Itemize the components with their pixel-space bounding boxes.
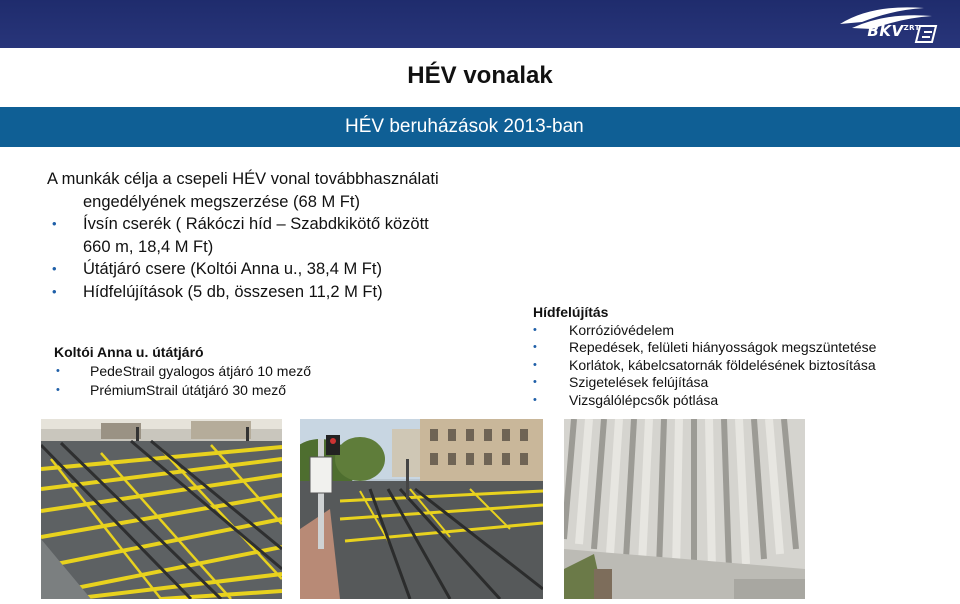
bullet-text-cont: 660 m, 18,4 M Ft) bbox=[83, 237, 214, 256]
crossing-photo-2 bbox=[300, 419, 543, 599]
bullet-icon: • bbox=[52, 261, 57, 276]
bullet-icon: • bbox=[52, 216, 57, 231]
list-item bbox=[533, 339, 953, 357]
intro-line-1: A munkák célja a csepeli HÉV vonal továbbhasználati bbox=[47, 170, 439, 188]
koltoi-section bbox=[54, 343, 514, 400]
bullet-text: Szigetelések felújítása bbox=[569, 374, 709, 391]
bullet-icon: • bbox=[533, 376, 537, 389]
list-item bbox=[47, 213, 517, 258]
list-item bbox=[533, 392, 953, 410]
list-item bbox=[533, 322, 953, 340]
bullet-icon: • bbox=[56, 365, 60, 377]
list-item bbox=[47, 281, 517, 304]
list-item bbox=[47, 258, 517, 281]
top-bar bbox=[0, 0, 960, 48]
bullet-text: Korrózióvédelem bbox=[569, 321, 675, 338]
list-item bbox=[533, 374, 953, 392]
bullet-text: Vizsgálólépcsők pótlása bbox=[569, 391, 719, 408]
bullet-icon: • bbox=[56, 384, 60, 396]
bullet-icon: • bbox=[533, 358, 537, 371]
page-title: HÉV vonalak bbox=[407, 62, 553, 89]
bullet-text: Korlátok, kábelcsatornák földelésének biztosítása bbox=[569, 356, 876, 373]
intro-line-2: engedélyének megszerzése (68 M Ft) bbox=[83, 192, 360, 211]
crossing-photo-1 bbox=[41, 419, 282, 599]
logo-text: $BKV^{ZRT}$ bbox=[867, 22, 920, 40]
bullet-text: Ívsín cserék ( Rákóczi híd – Szabdkikötő között bbox=[83, 215, 429, 233]
list-item bbox=[54, 362, 514, 381]
bullet-text: PrémiumStrail útátjáró 30 mező bbox=[90, 382, 287, 398]
list-item bbox=[533, 357, 953, 375]
bullet-icon: • bbox=[533, 341, 537, 354]
bullet-icon: • bbox=[533, 393, 537, 406]
bullet-text: Hídfelújítások (5 db, összesen 11,2 M Ft) bbox=[83, 282, 383, 301]
main-text-block bbox=[47, 168, 517, 303]
bullet-text: Repedések, felületi hiányosságok megszüntetése bbox=[569, 339, 877, 356]
hidfelujitas-heading: Hídfelújítás bbox=[533, 304, 609, 320]
subtitle-text: HÉV beruházások 2013-ban bbox=[345, 116, 584, 137]
koltoi-heading: Koltói Anna u. útátjáró bbox=[54, 344, 204, 360]
bullet-text: PedeStrail gyalogos átjáró 10 mező bbox=[90, 363, 312, 379]
hidfelujitas-section bbox=[533, 304, 953, 410]
bullet-text: Útátjáró csere (Koltói Anna u., 38,4 M Ft) bbox=[83, 260, 382, 278]
bullet-icon: • bbox=[533, 323, 537, 336]
bullet-icon: • bbox=[52, 283, 57, 299]
list-item bbox=[54, 381, 514, 400]
bridge-photo bbox=[564, 419, 805, 599]
